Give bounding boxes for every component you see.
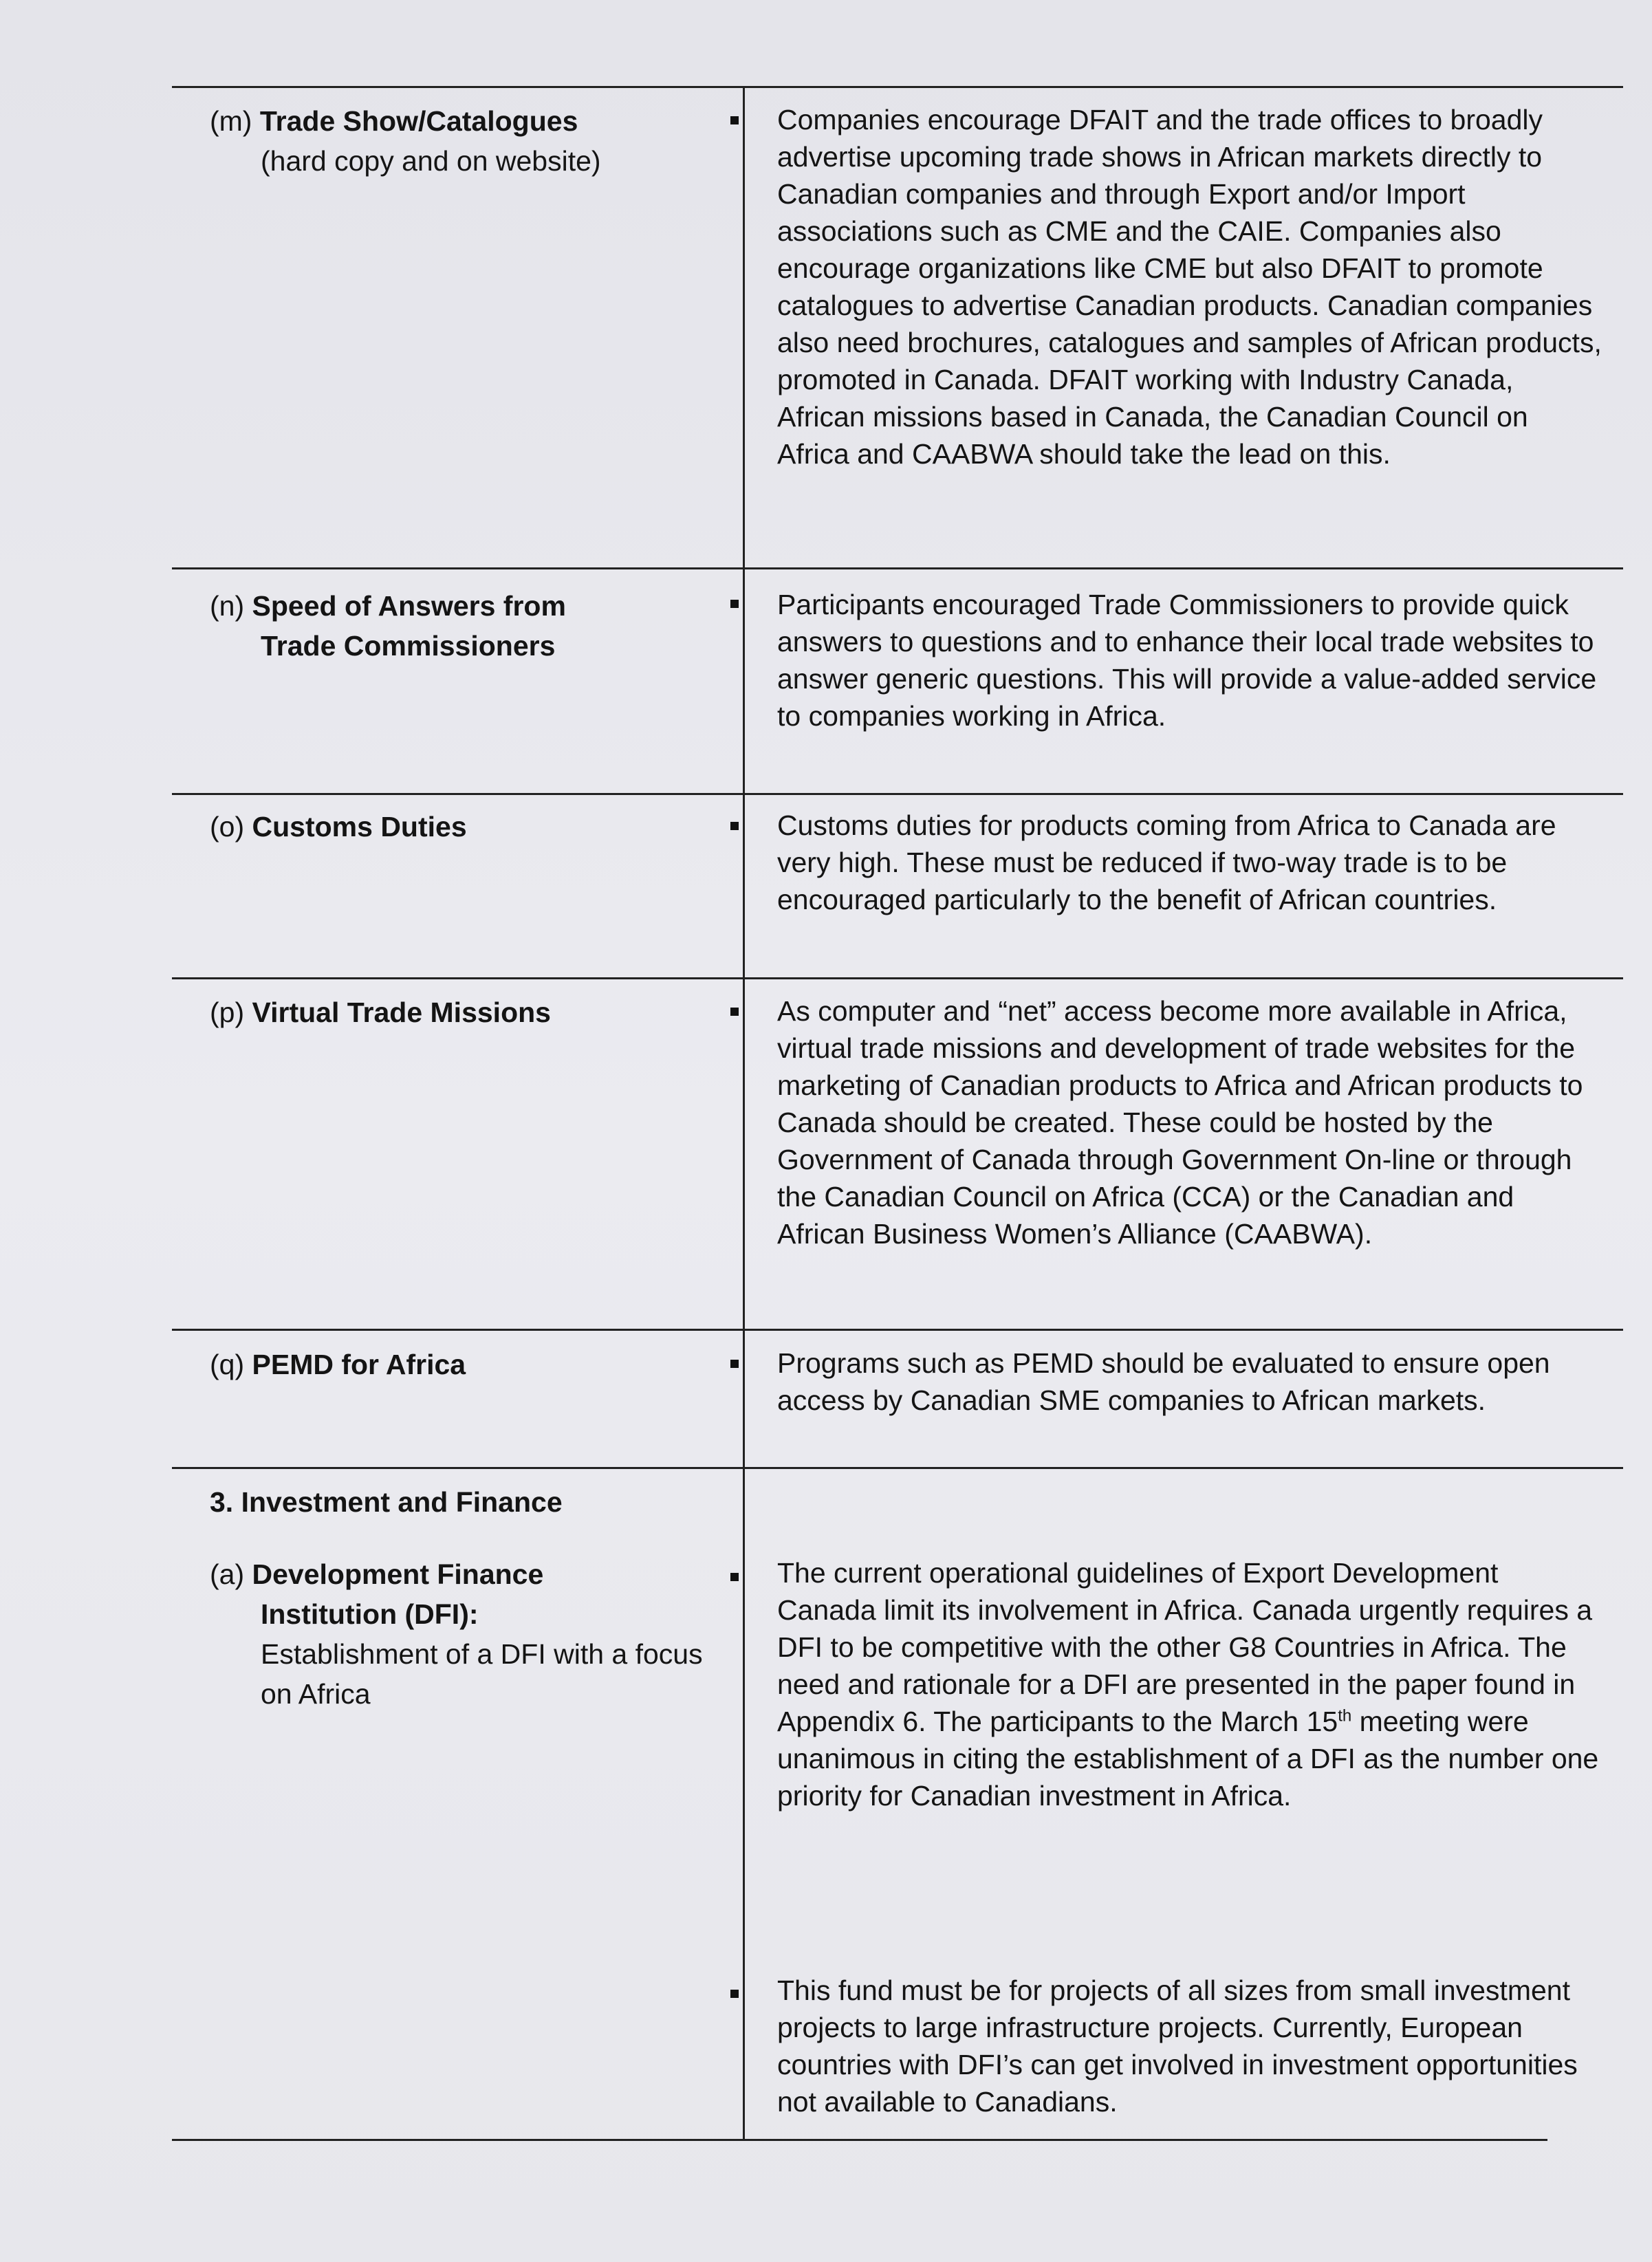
table-rule-bottom <box>172 2139 1547 2141</box>
bullet-icon <box>730 600 739 608</box>
row-text: Participants encouraged Trade Commissioners to provide quick answers to questions and to enhance their local trade websites to answer generic questions. This will provide a value-added service to companies working in Africa. <box>777 589 1597 732</box>
row-title: PEMD for Africa <box>252 1349 466 1380</box>
row-title: Trade Show/Catalogues <box>259 105 578 137</box>
row-text: Programs such as PEMD should be evaluated to ensure open access by Canadian SME companies to African markets. <box>777 1347 1550 1416</box>
row-number: (a) <box>210 1558 245 1590</box>
row-title: Customs Duties <box>252 811 467 842</box>
row-label <box>210 1345 712 1384</box>
table-rule-q <box>172 1329 1623 1331</box>
row-label <box>210 101 712 181</box>
row-number: (m) <box>210 105 252 137</box>
row-text: Customs duties for products coming from Africa to Canada are very high. These must be reduced if two-way trade is to be encouraged particularly to the benefit of African countries. <box>777 809 1556 915</box>
row-title: Speed of Answers from <box>252 590 566 622</box>
row-label <box>210 586 712 666</box>
table-rule-top <box>172 86 1623 88</box>
superscript: th <box>1338 1706 1352 1726</box>
document-table <box>172 86 1623 2156</box>
row-subtitle: (hard copy and on website) <box>261 145 601 177</box>
table-column-divider <box>743 86 745 2139</box>
row-number: (q) <box>210 1349 245 1380</box>
row-label <box>210 807 712 847</box>
bullet-icon <box>730 116 739 124</box>
bullet-text: The current operational guidelines of Export Development Canada limit its involvement in Africa. Canada urgently requires a DFI to be competitive with the other G8 Countries in Africa. The need and rationale for a DFI are presented in the paper found in Appendix 6. The participants to the March 15 <box>777 1557 1593 1737</box>
table-rule-o <box>172 793 1623 795</box>
row-label <box>210 992 712 1032</box>
table-rule-p <box>172 977 1623 979</box>
section-heading: 3. Investment and Finance <box>210 1486 563 1518</box>
row-number: (p) <box>210 997 245 1028</box>
row-title: Development Finance <box>252 1558 544 1590</box>
bullet-icon <box>730 822 739 830</box>
row-title: Virtual Trade Missions <box>252 997 551 1028</box>
row-description: Establishment of a DFI with a focus on Africa <box>261 1638 703 1710</box>
row-number: (o) <box>210 811 245 842</box>
row-text: As computer and “net” access become more available in Africa, virtual trade missions and development of trade websites for the marketing of Canadian products to Africa and African products to Canada should be created. These could be hosted by the Government of Canada through Government On-line or through the Canadian Council on Africa (CCA) or the Canadian and African Business Women’s Alliance (CAABWA). <box>777 995 1583 1250</box>
row-number: (n) <box>210 590 245 622</box>
table-rule-n <box>172 567 1623 569</box>
table-rule-section3 <box>172 1467 1623 1469</box>
bullet-icon <box>730 1360 739 1368</box>
bullet-text-cont: meeting were unanimous in citing the establishment of a DFI as the number one priority for Canadian investment in Africa. <box>777 1706 1599 1812</box>
row-title-line2: Institution (DFI): <box>261 1598 479 1630</box>
row-title-line2: Trade Commissioners <box>261 630 556 662</box>
bullet-icon <box>730 1008 739 1016</box>
row-label <box>210 1554 712 1714</box>
row-text-bullet-1 <box>777 1554 1602 1814</box>
row-text-bullet-2: This fund must be for projects of all sizes from small investment projects to large infrastructure projects. Currently, European countries with DFI’s can get involved in investment opportunities not available to Canadians. <box>777 1975 1578 2118</box>
row-text: Companies encourage DFAIT and the trade offices to broadly advertise upcoming trade shows in African markets directly to Canadian companies and through Export and/or Import associations such as CME and the CAIE. Companies also encourage organizations like CME but also DFAIT to promote catalogues to advertise Canadian products. Canadian companies also need brochures, catalogues and samples of African products, promoted in Canada. DFAIT working with Industry Canada, African missions based in Canada, the Canadian Council on Africa and CAABWA should take the lead on this. <box>777 104 1602 470</box>
bullet-icon <box>730 1573 739 1581</box>
bullet-icon <box>730 1990 739 1998</box>
